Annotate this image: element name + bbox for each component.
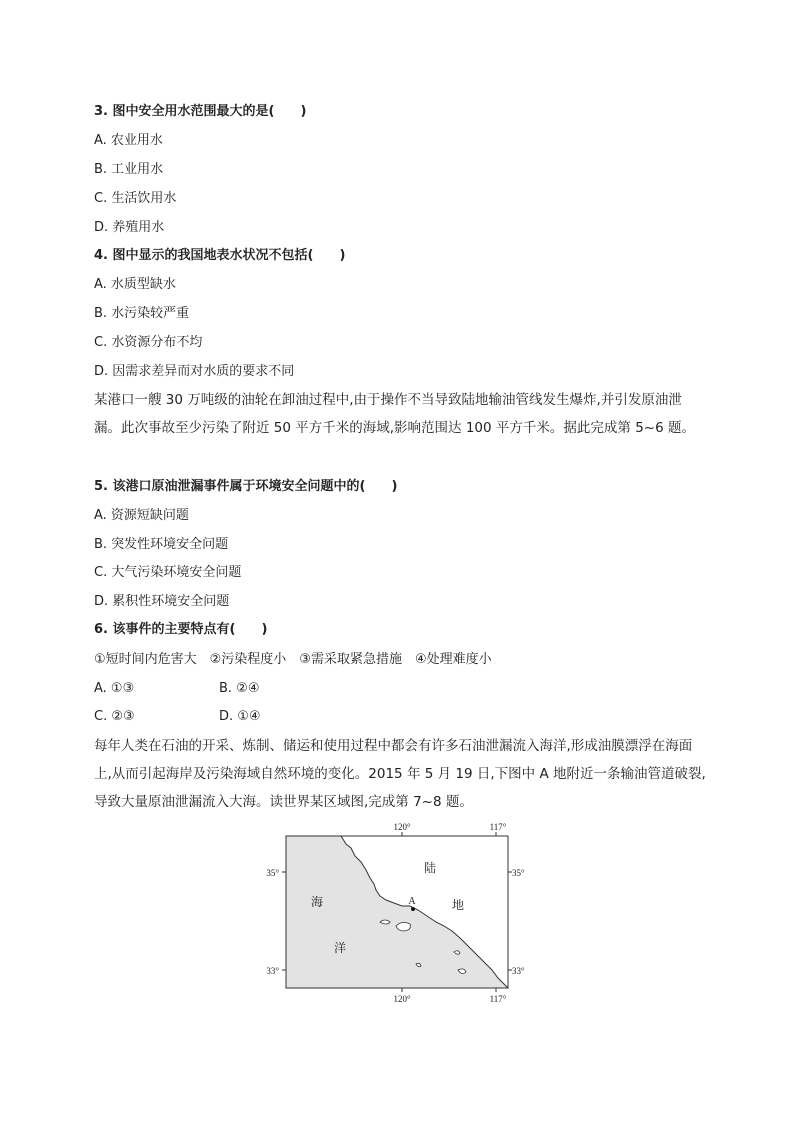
bottom-label-120: 120°: [393, 994, 411, 1004]
q3-option-d: D. 养殖用水: [94, 220, 165, 235]
q5-option-a: A. 资源短缺问题: [94, 508, 189, 523]
q6-option-d: D. ①④: [219, 709, 261, 724]
left-label-33: 33°: [266, 966, 279, 976]
point-a-label: A: [408, 896, 416, 907]
question-3-stem: 3. 图中安全用水范围最大的是( ): [94, 104, 307, 119]
q6-option-b: B. ②④: [219, 681, 260, 696]
land-label-1: 陆: [423, 861, 437, 875]
q3-option-b: B. 工业用水: [94, 162, 164, 177]
passage-oil-pipeline: 每年人类在石油的开采、炼制、储运和使用过程中都会有许多石油泄漏流入海洋,形成油膜漂浮在海面上,从而引起海岸及污染海域自然环境的变化。2015 年 5 月 19 日,下图中 A 地附近一条输油管道破裂,导致大量原油泄漏流入大海。读世界某区域图,完成第 7~8 题。: [94, 738, 706, 810]
q5-option-b: B. 突发性环境安全问题: [94, 537, 229, 552]
bottom-label-117: 117°: [489, 994, 507, 1004]
q5-option-d: D. 累积性环境安全问题: [94, 594, 230, 609]
q6-items: ①短时间内危害大 ②污染程度小 ③需采取紧急措施 ④处理难度小: [94, 652, 492, 667]
question-6-stem: 6. 该事件的主要特点有( ): [94, 622, 268, 637]
point-a-marker: [411, 907, 415, 911]
q4-option-a: A. 水质型缺水: [94, 277, 176, 292]
top-label-117: 117°: [489, 822, 507, 832]
q3-option-a: A. 农业用水: [94, 133, 163, 148]
land-label-2: 地: [451, 898, 465, 912]
passage-oil-tanker: 某港口一艘 30 万吨级的油轮在卸油过程中,由于操作不当导致陆地输油管线发生爆炸,并引发原油泄漏。此次事故至少污染了附近 50 平方千米的海域,影响范围达 100 平方千米。据此完成第 5~6 题。: [94, 392, 695, 436]
q4-option-c: C. 水资源分布不均: [94, 335, 203, 350]
question-4-stem: 4. 图中显示的我国地表水状况不包括( ): [94, 248, 346, 263]
question-5-stem: 5. 该港口原油泄漏事件属于环境安全问题中的( ): [94, 479, 398, 494]
q6-option-c: C. ②③: [94, 709, 135, 724]
q4-option-d: D. 因需求差异而对水质的要求不同: [94, 364, 295, 379]
top-label-120: 120°: [393, 822, 411, 832]
q3-option-c: C. 生活饮用水: [94, 191, 177, 206]
right-label-33: 33°: [512, 966, 525, 976]
left-label-35: 35°: [266, 868, 279, 878]
q5-option-c: C. 大气污染环境安全问题: [94, 565, 242, 580]
q4-option-b: B. 水污染较严重: [94, 306, 190, 321]
sea-label-1: 海: [310, 895, 324, 909]
right-label-35: 35°: [512, 868, 525, 878]
region-map: [258, 818, 538, 1010]
sea-label-2: 洋: [333, 941, 347, 955]
q6-option-a: A. ①③: [94, 681, 135, 696]
